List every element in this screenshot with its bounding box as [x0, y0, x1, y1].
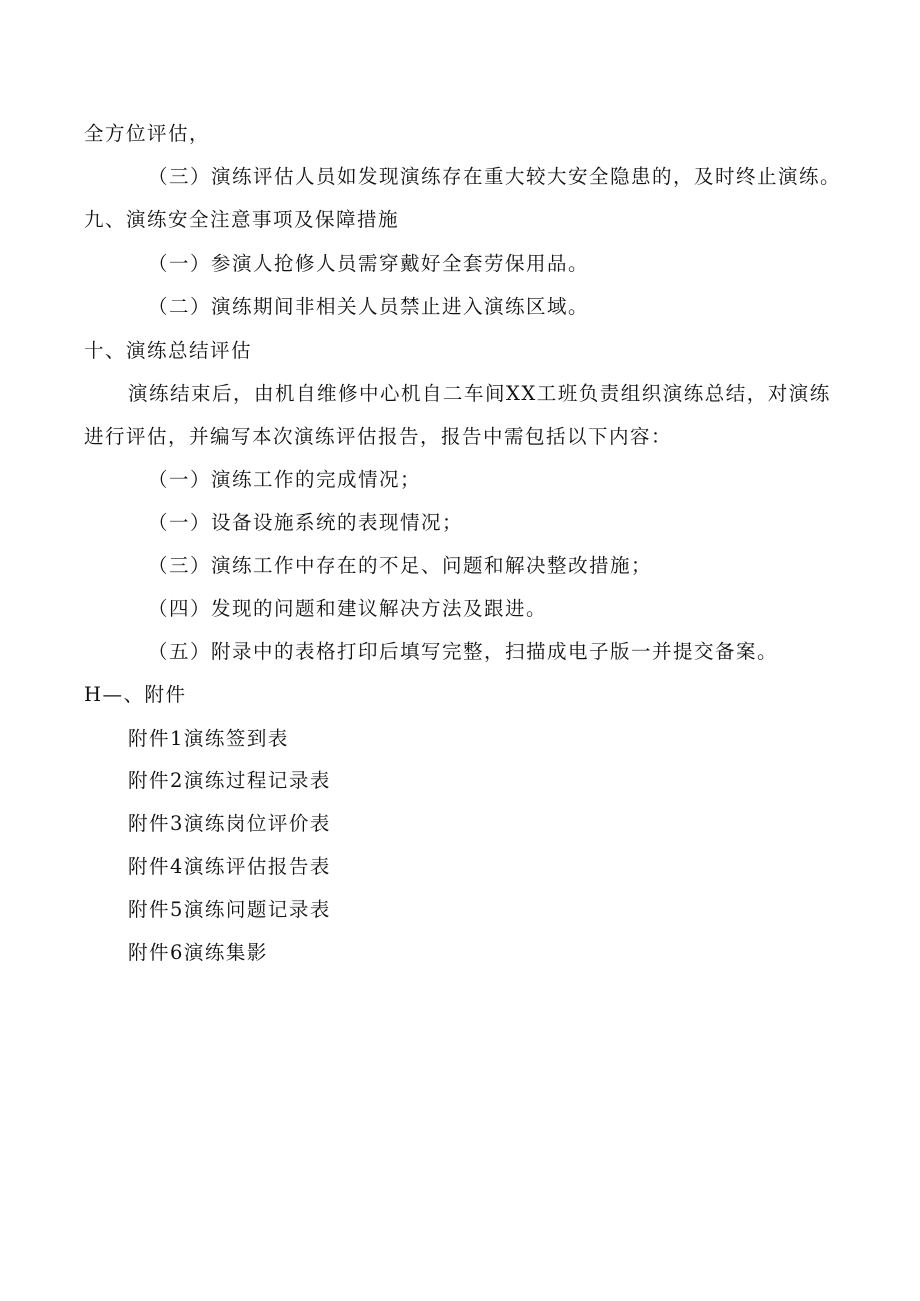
attachment-item: 附件4演练评估报告表: [128, 855, 331, 878]
attachment-item: 附件5演练问题记录表: [128, 898, 331, 921]
list-item: （一）演练工作的完成情况；: [148, 468, 422, 491]
section-heading: 十、演练总结评估: [84, 339, 253, 362]
text-line: （三）演练评估人员如发现演练存在重大较大安全隐患的，及时终止演练。: [148, 165, 842, 188]
list-item: （一）设备设施系统的表现情况；: [148, 511, 464, 534]
list-item: （三）演练工作中存在的不足、问题和解决整改措施；: [148, 554, 653, 577]
list-item: （五）附录中的表格打印后填写完整，扫描成电子版一并提交备案。: [148, 640, 779, 663]
text-line: （二）演练期间非相关人员禁止进入演练区域。: [148, 295, 590, 318]
paragraph-line: 进行评估，并编写本次演练评估报告，报告中需包括以下内容：: [84, 425, 673, 448]
section-heading: H—、附件: [84, 683, 187, 706]
attachment-item: 附件3演练岗位评价表: [128, 812, 331, 835]
list-item: （四）发现的问题和建议解决方法及跟进。: [148, 597, 548, 620]
attachment-item: 附件2演练过程记录表: [128, 769, 331, 792]
paragraph-line: 演练结束后，由机自维修中心机自二车间XX工班负责组织演练总结，对演练: [128, 382, 831, 405]
text-line: （一）参演人抢修人员需穿戴好全套劳保用品。: [148, 252, 590, 275]
attachment-item: 附件1演练签到表: [128, 727, 289, 750]
text-line: 全方位评估，: [84, 122, 211, 145]
attachment-item: 附件6演练集影: [128, 941, 268, 964]
section-heading: 九、演练安全注意事项及保障措施: [84, 208, 400, 231]
